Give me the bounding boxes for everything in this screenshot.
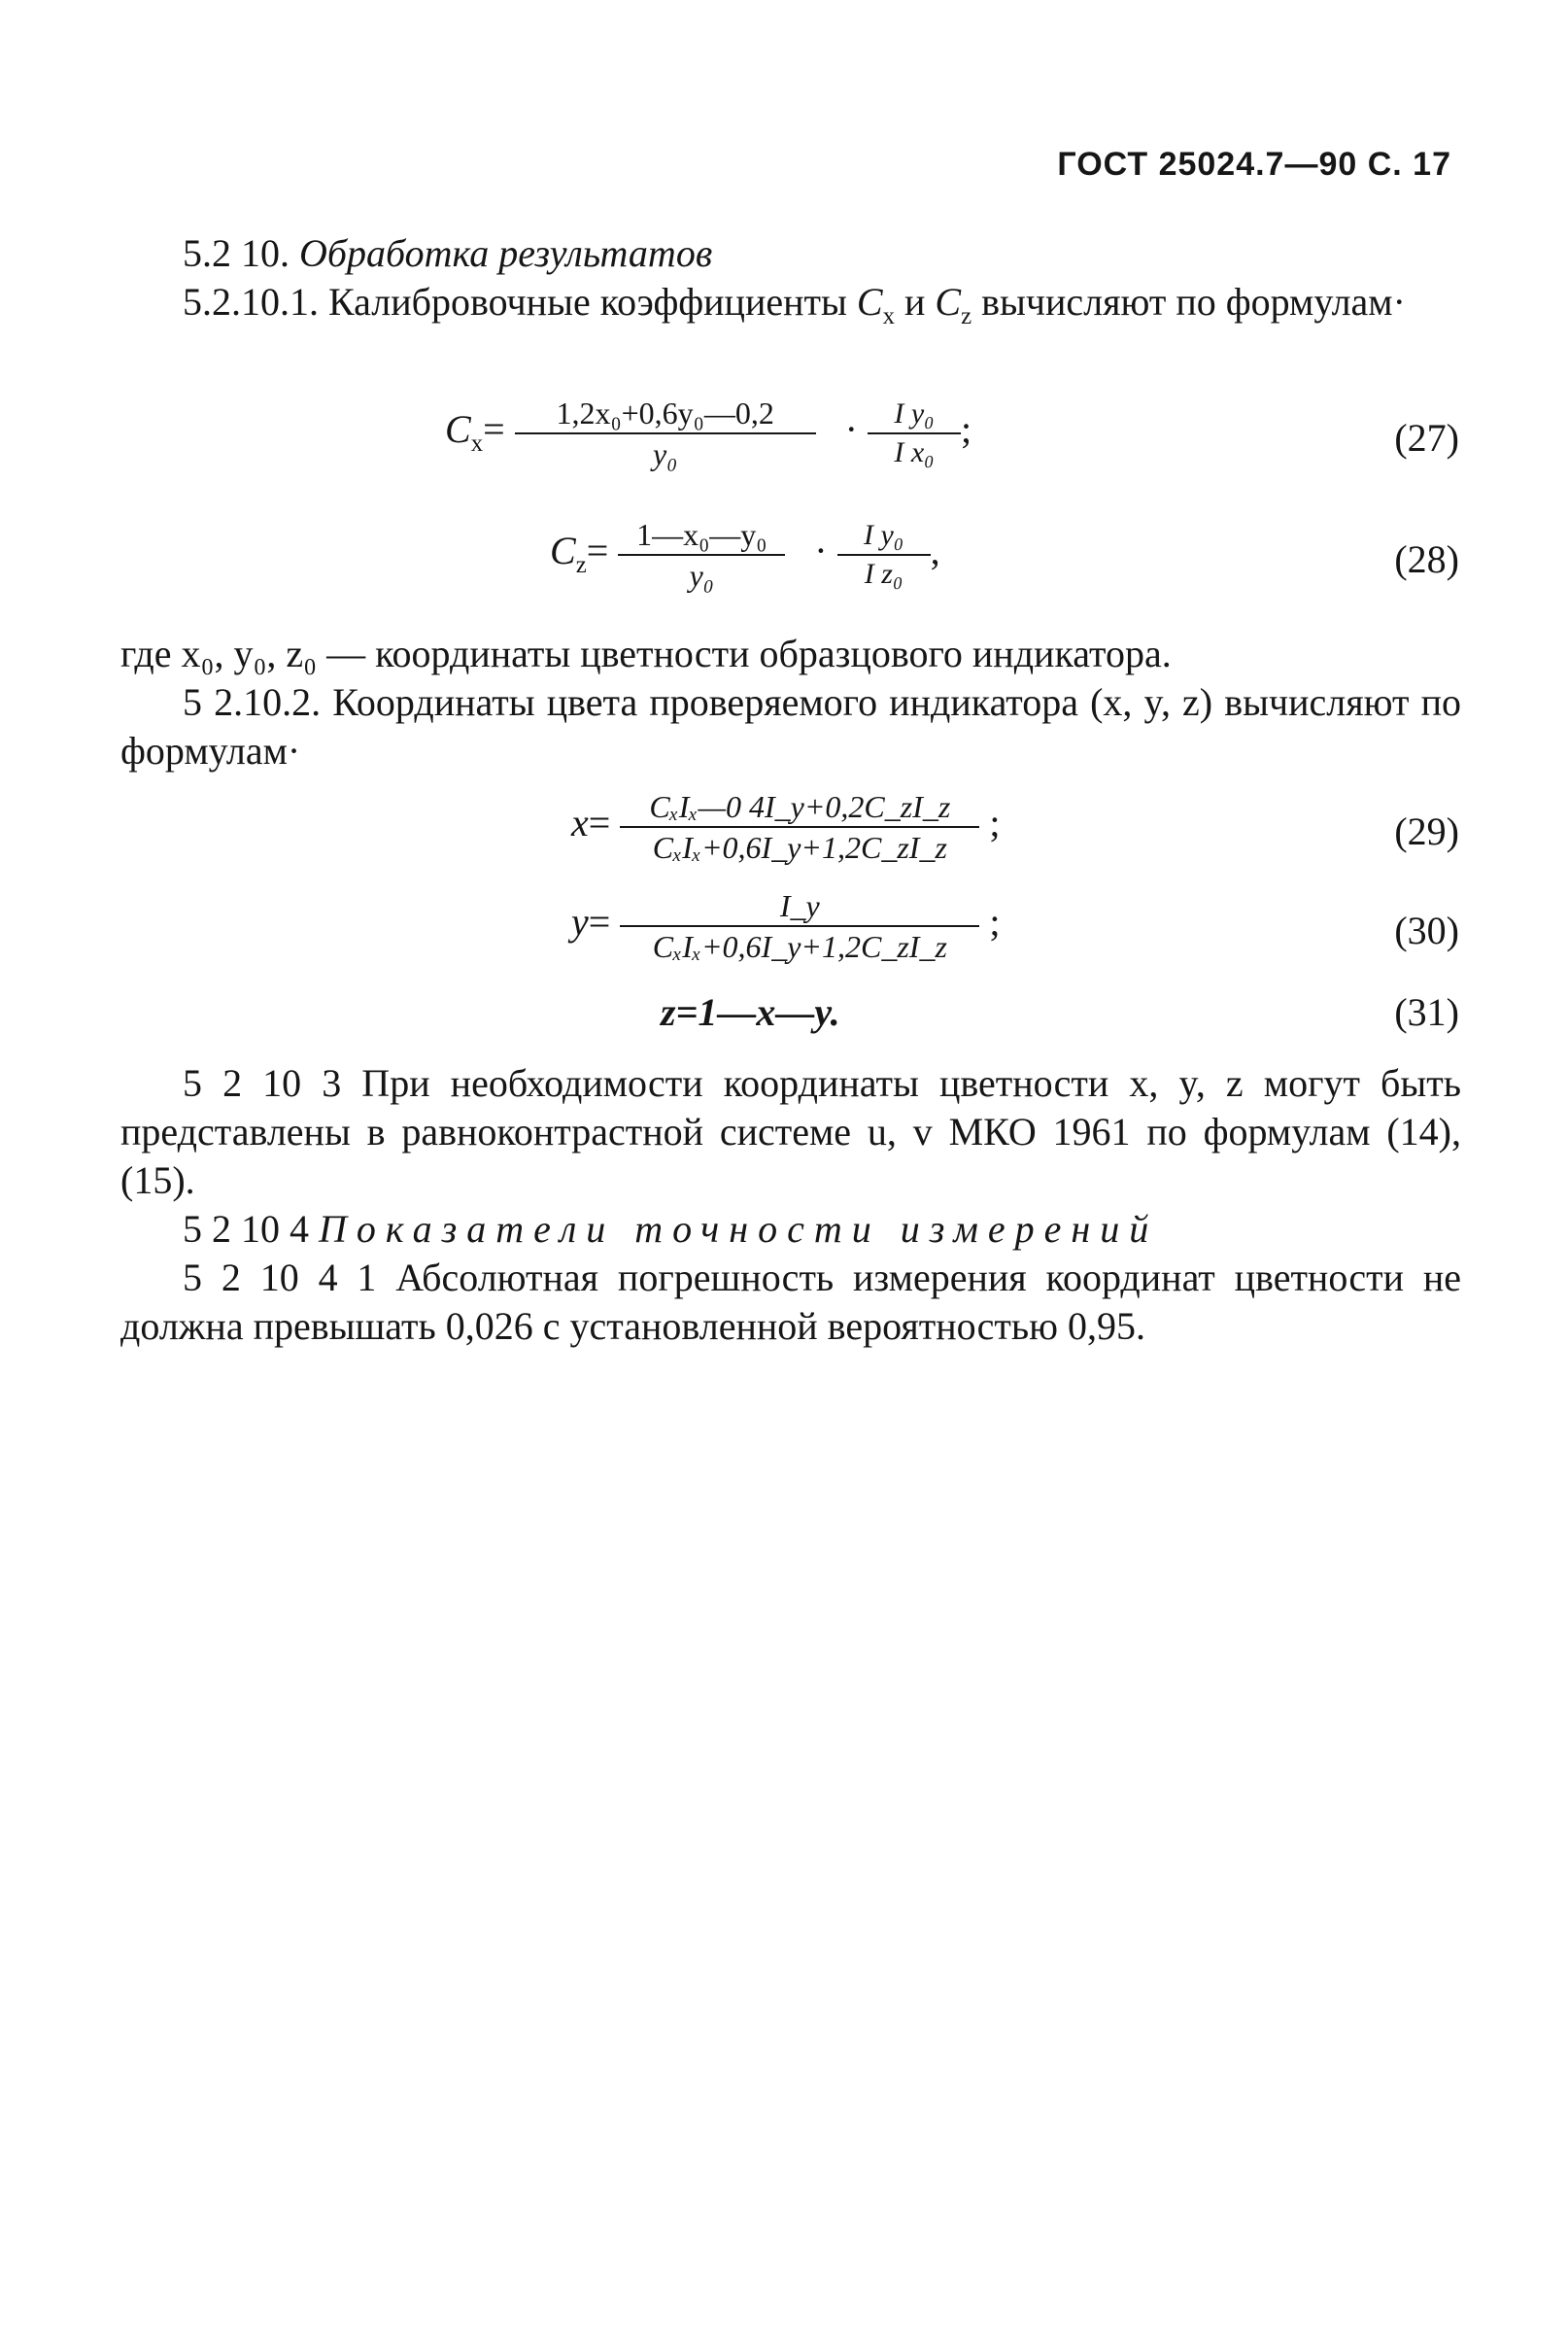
equation-number: (30) [1394, 909, 1459, 952]
fraction-main: $\frac{\text{1,2x₀+0,6y₀—0,2}}{\text{y₀}}$ [515, 394, 816, 473]
paragraph-5-2-10-3: 5 2 10 3 При необходимости координаты цветности x, y, z могут быть представлены в равноконтрастной системе u, v МКО 1961 по формулам (14), (15). [120, 1061, 1461, 1202]
document-page: ГОСТ 25024.7—90 С. 17 5.2 10. Обработка результатов 5.2.10.1. Калибровочные коэффициенты $C_x$ и $C_z$ вычисляют по формулам· $C_x=$ $\frac{\text{1,2x₀+0,6y₀—0,2}}{\text{y₀}}$ · $\frac{\text{I y₀}}{\text{I x₀}}$ ; (27) $C_z=$ $\frac{\text{1—x₀—y₀}}{\text{y₀}}$ · $\frac{\text{I y₀}}{\text{I z₀}}$ , (28) где x₀, y₀, z₀ — координаты цветности образцового индикатора. 5 2.10.2. Координаты цвета проверяемого индикатора (x, y, z) вычисляют по формулам· x= $\frac{\text{CₓIₓ—0 4I\_y+0,2C\_zI\_z}}{\text{CₓIₓ+0,6I\_y+1,2C\_zI\_z}}$ ; (29) y= $\frac{I\_y}{\text{CₓIₓ+0,6I\_y+1,2C\_zI\_z}}$ ; (30) z=1—x—y. (31) 5 2 10 3 При необходимости координаты цветности x, y, z могут быть представлены в равноконтрастной системе u, v МКО 1961 по формулам (14), (15). 5 2 10 4 Показатели точности измерений 5 2 10 4 1 Абсолютная погрешность измерения координат цветности не должна превышать 0,026 с установленной вероятностью 0,95. [0, 0, 1568, 2342]
section-title: Показатели точности измерений [319, 1207, 1159, 1251]
page-header: ГОСТ 25024.7—90 С. 17 [1057, 146, 1451, 183]
section-number: 5.2 10. [183, 231, 290, 275]
fraction-main: $\frac{\text{1—x₀—y₀}}{\text{y₀}}$ [618, 515, 785, 595]
equation-number: (27) [1394, 416, 1459, 460]
section-title: Обработка результатов [299, 231, 713, 275]
paragraph-where: где x₀, y₀, z₀ — координаты цветности образцового индикатора. [120, 632, 1172, 675]
equation-number: (29) [1394, 809, 1459, 853]
fraction-intensity: $\frac{\text{I y₀}}{\text{I z₀}}$ [837, 517, 931, 593]
fraction-main: $\frac{I\_y}{\text{CₓIₓ+0,6I\_y+1,2C\_zI\_z}}$ [620, 886, 979, 966]
section-heading-5-2-10-4: 5 2 10 4 Показатели точности измерений [183, 1207, 1159, 1251]
paragraph-5-2-10-2: 5 2.10.2. Координаты цвета проверяемого индикатора (x, y, z) вычисляют по формулам· [120, 680, 1461, 773]
paragraph-5-2-10-4-1: 5 2 10 4 1 Абсолютная погрешность измерения координат цветности не должна превышать 0,026 с установленной вероятностью 0,95. [120, 1256, 1461, 1348]
section-heading-5-2-10 [120, 229, 1461, 278]
fraction-intensity: $\frac{\text{I y₀}}{\text{I x₀}}$ [868, 396, 961, 471]
equation-number: (28) [1394, 537, 1459, 581]
equation-number: (31) [1394, 990, 1459, 1034]
paragraph-5-2-10-1: 5.2.10.1. Калибровочные коэффициенты $C_x$ и $C_z$ вычисляют по формулам· [183, 280, 1406, 329]
fraction-main: $\frac{\text{CₓIₓ—0 4I\_y+0,2C\_zI\_z}}{\text{CₓIₓ+0,6I\_y+1,2C\_zI\_z}}$ [620, 787, 979, 867]
